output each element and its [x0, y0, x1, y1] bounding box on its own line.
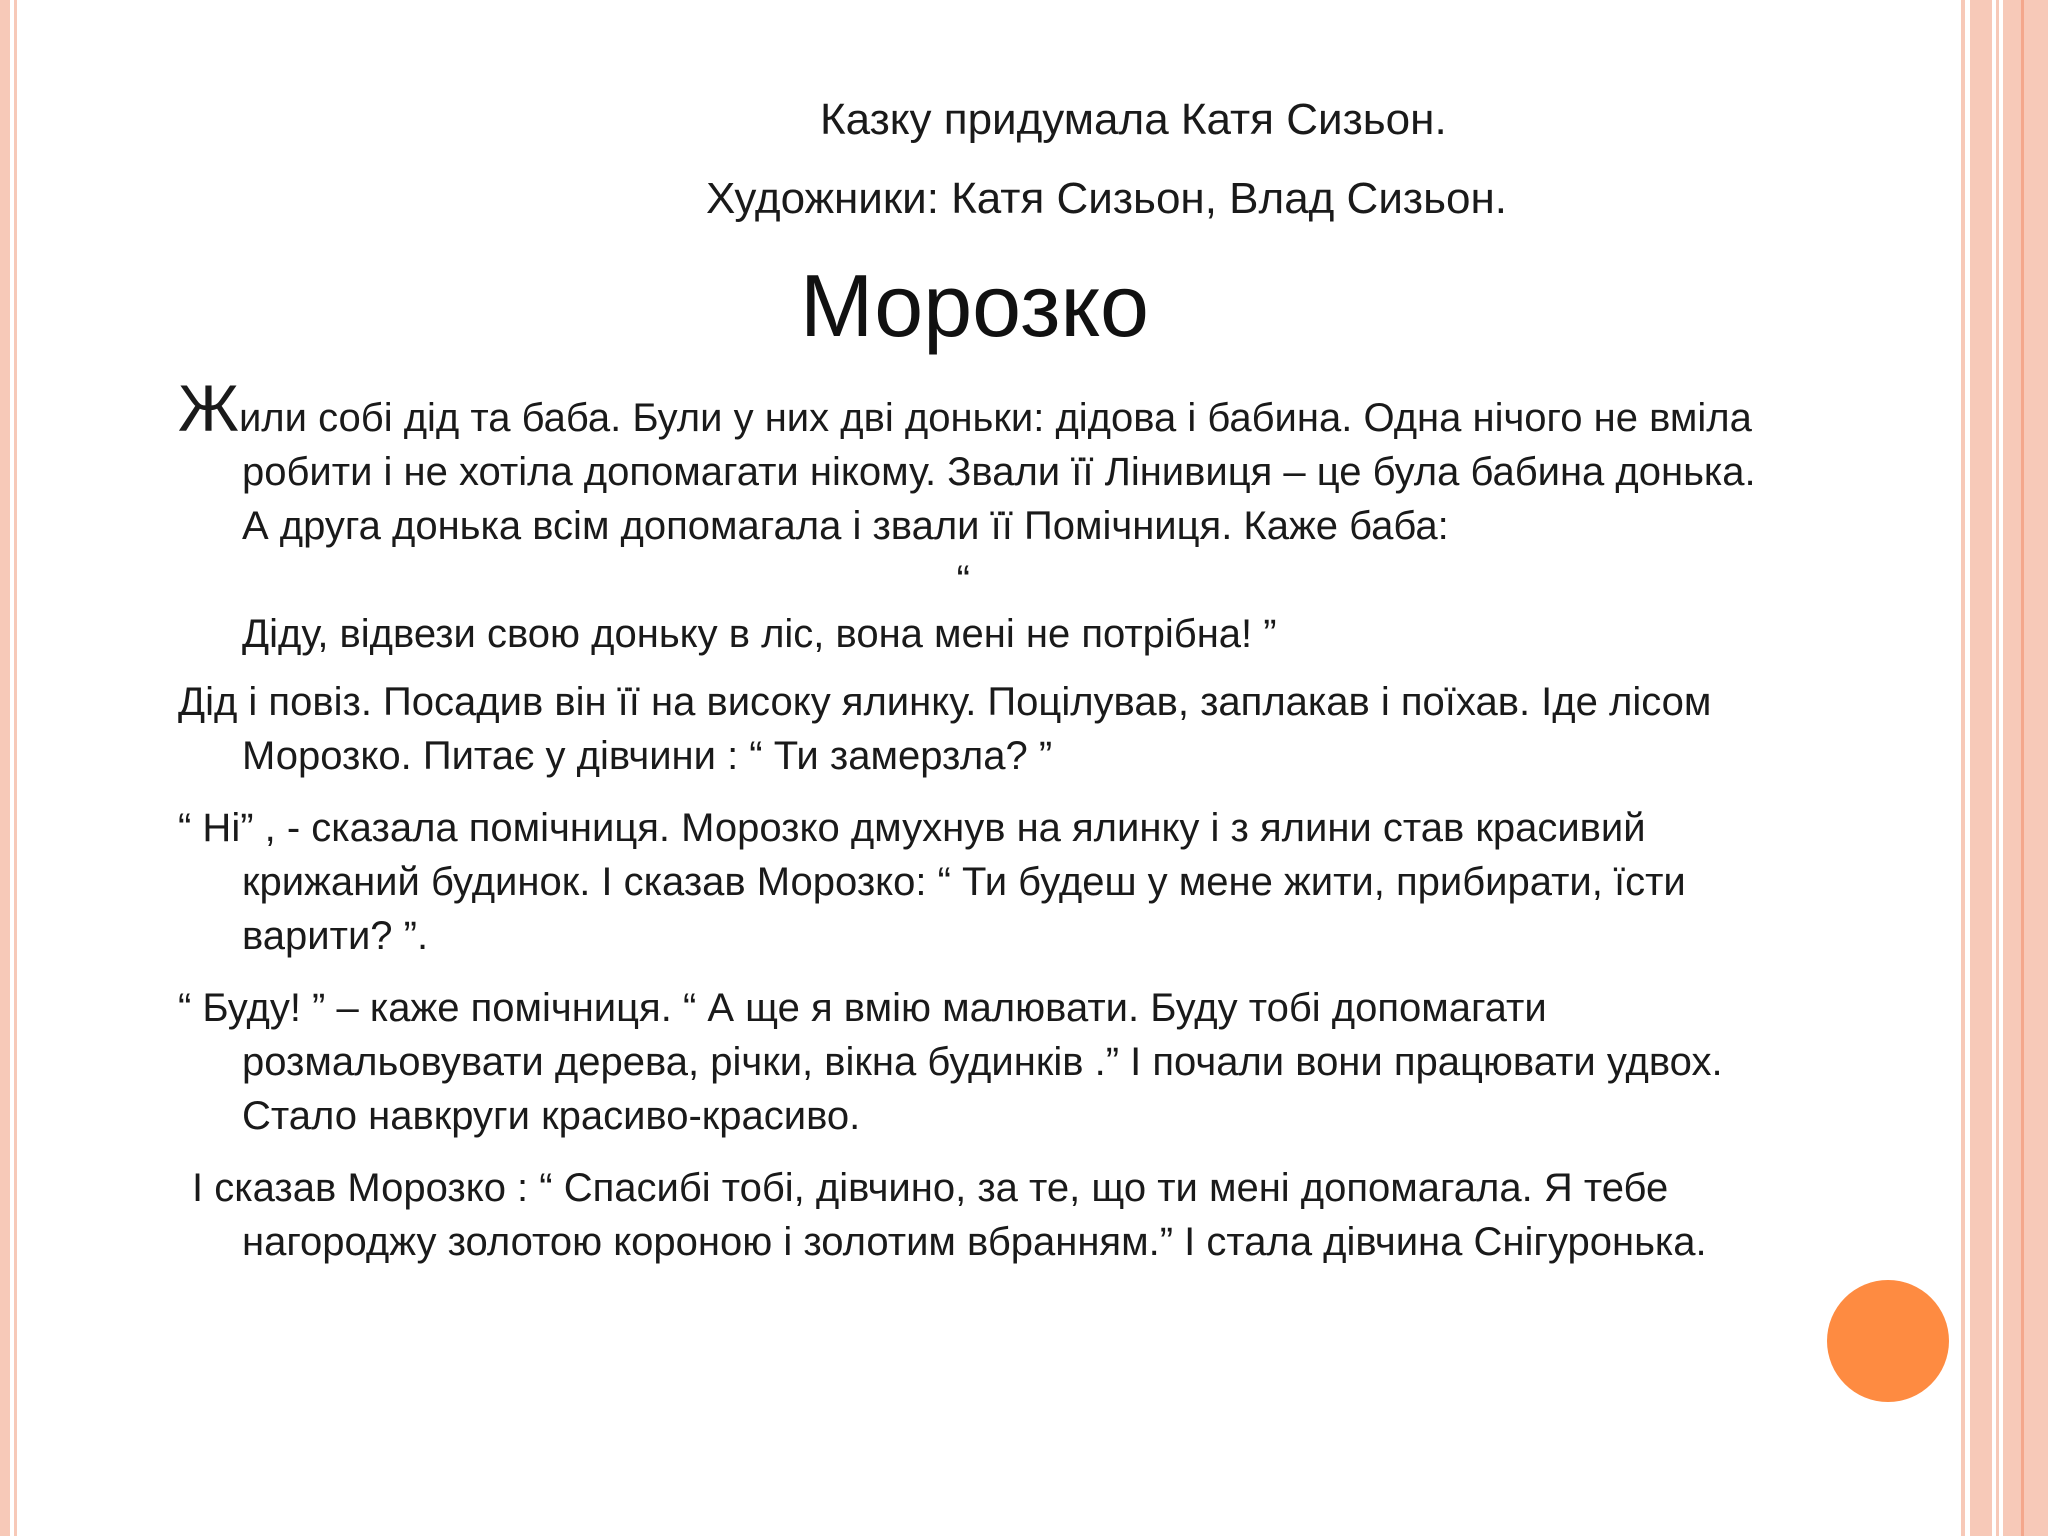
frame-left-inner [14, 0, 17, 1536]
story-paragraph: І сказав Морозко : “ Спасибі тобі, дівчино, за те, що ти мені допомагала. Я тебе нагороджу золотою короною і золотим вбранням.” І стала дівчина Снігуронька. [192, 1166, 1707, 1264]
frame-right-stripe [2003, 0, 2048, 1536]
story-body [178, 371, 1778, 1287]
frame-left-outer [0, 0, 10, 1536]
drop-cap: Ж [178, 371, 239, 445]
frame-right-stripe [2021, 0, 2024, 1536]
frame-right-stripe [1970, 0, 1992, 1536]
story-paragraph [178, 371, 1778, 661]
paragraph-text: Діду, відвези свою доньку в ліс, вона мені не потрібна! ” [242, 612, 1277, 656]
page-title: Морозко [800, 256, 1149, 355]
story-paragraph: “ Буду! ” – каже помічниця. “ А ще я вмію малювати. Буду тобі допомагати розмальовувати дерева, річки, вікна будинків .” І почали вони працювати удвох. Стало навкруги красиво-красиво. [178, 986, 1723, 1138]
frame-right-stripe [1996, 0, 1999, 1536]
paragraph-text: или собі дід та баба. Були у них дві доньки: дідова і бабина. Одна нічого не вміла робити і не хотіла допомагати нікому. Звали її Лінивиця – це була бабина донька. А друга донька всім допомагала і звали її Помічниця. Каже баба: [238, 396, 1756, 548]
artists-credit: Художники: Катя Сизьон, Влад Сизьон. [706, 174, 1508, 223]
story-paragraph: Дід і повіз. Посадив він її на високу ялинку. Поцілував, заплакав і поїхав. Іде лісом Морозко. Питає у дівчини : “ Ти замерзла? ” [178, 680, 1712, 778]
quote-mark: “ [956, 558, 970, 602]
story-paragraph: “ Ні” , - сказала помічниця. Морозко дмухнув на ялинку і з ялини став красивий крижаний будинок. І сказав Морозко: “ Ти будеш у мене жити, прибирати, їсти варити? ”. [178, 806, 1686, 958]
author-credit: Казку придумала Катя Сизьон. [820, 95, 1447, 144]
decorative-orange-dot [1827, 1280, 1949, 1402]
frame-right-stripe [1961, 0, 1965, 1536]
